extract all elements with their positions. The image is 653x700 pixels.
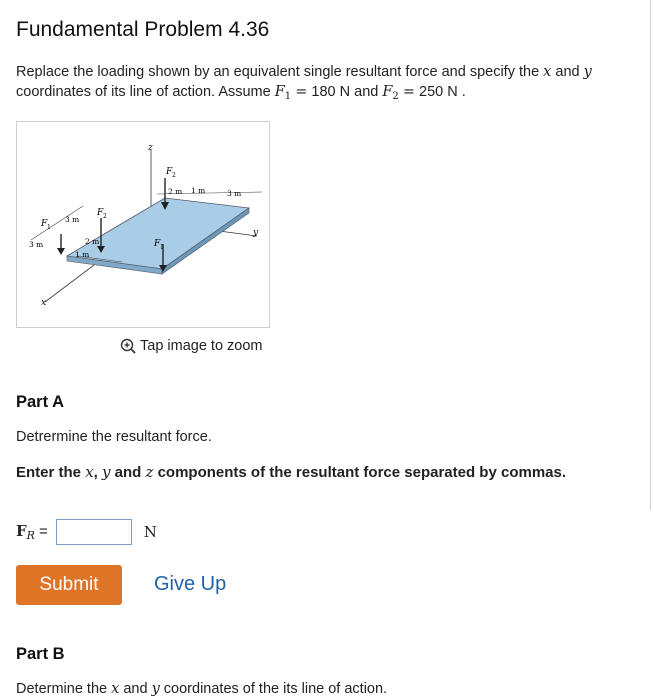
answer-row bbox=[16, 519, 157, 545]
tap-to-zoom[interactable]: Tap image to zoom bbox=[120, 338, 263, 354]
right-border bbox=[650, 0, 651, 510]
part-a-heading: Part A bbox=[16, 393, 64, 411]
unit-label: N bbox=[143, 523, 157, 541]
f2-left-sub: 2 bbox=[103, 213, 107, 220]
f2-top-sub: 2 bbox=[172, 172, 176, 179]
y-axis-label: y bbox=[253, 228, 259, 238]
answer-label: $F_R$ = bbox=[16, 522, 48, 542]
dim-1m-left: 1 m bbox=[75, 250, 90, 259]
dim-3m-right: 3 m bbox=[227, 189, 242, 198]
x-axis-label: x bbox=[41, 298, 47, 308]
f1-center-sub: 1 bbox=[160, 244, 164, 251]
part-b-heading: Part B bbox=[16, 645, 65, 663]
f2-top-label: F bbox=[166, 167, 173, 177]
part-a-bold-instruction: Enter the x, y and z components of the resultant force separated by commas. bbox=[16, 463, 567, 481]
part-b-instruction: Determine the x and y coordinates of the its line of action. bbox=[16, 681, 388, 697]
f1-sub: 1 bbox=[47, 224, 51, 231]
f1-label: F bbox=[41, 219, 48, 229]
figure-diagram bbox=[17, 122, 269, 327]
problem-description: Replace the loading shown by an equivalent single resultant force and specify the x and y coordinates of its line of action. Assume $F_1 = 180$ N and $F_2 = 250$ N . bbox=[16, 64, 592, 102]
page-title: Fundamental Problem 4.36 bbox=[16, 18, 270, 41]
submit-button[interactable]: Submit bbox=[16, 565, 122, 605]
resultant-force-input[interactable] bbox=[56, 519, 132, 545]
dim-3m-upper: 3 m bbox=[65, 215, 80, 224]
zoom-plus-icon bbox=[120, 338, 136, 354]
f1-center-label: F bbox=[154, 239, 161, 249]
dim-2m-top: 2 m bbox=[168, 187, 183, 196]
part-a-instruction: Detrermine the resultant force. bbox=[16, 429, 212, 445]
dim-2m-left: 2 m bbox=[85, 237, 100, 246]
give-up-link[interactable]: Give Up bbox=[154, 573, 227, 595]
f2-left-label: F bbox=[97, 208, 104, 218]
dim-1m-top: 1 m bbox=[191, 186, 206, 195]
z-axis-label: z bbox=[148, 143, 153, 153]
dim-3m-left: 3 m bbox=[29, 240, 44, 249]
problem-figure[interactable] bbox=[16, 121, 270, 328]
f1-left-arrowhead bbox=[57, 248, 65, 255]
